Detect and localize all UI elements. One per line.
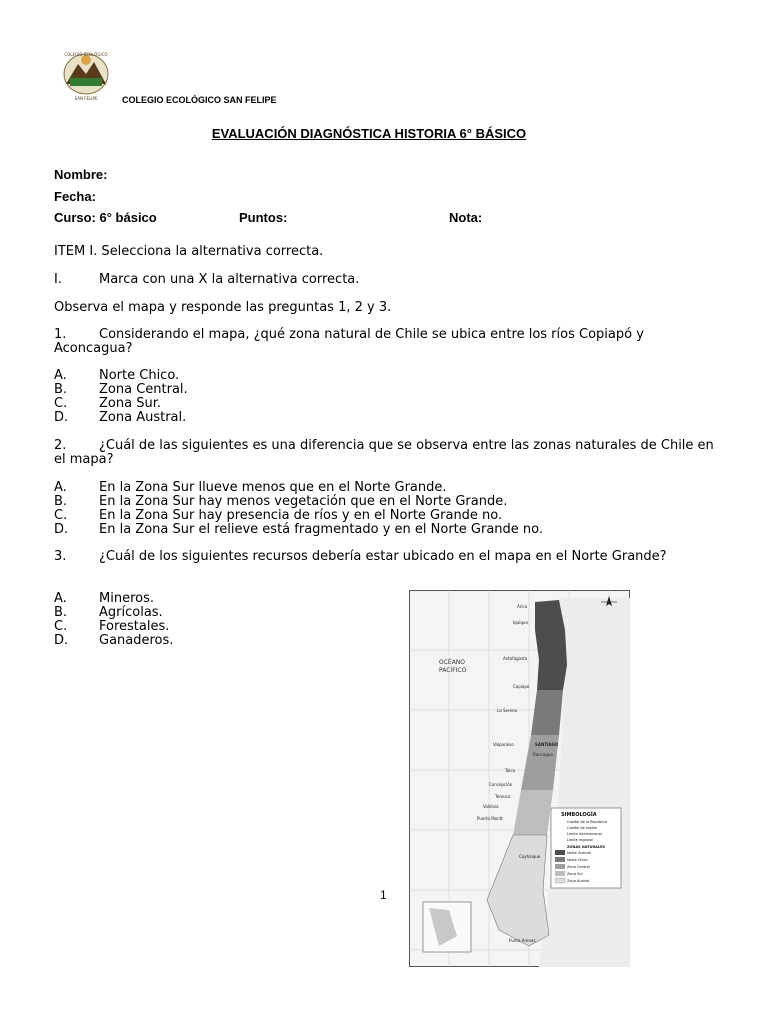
svg-text:SAN FELIPE: SAN FELIPE: [74, 96, 98, 101]
option-key: D.: [54, 633, 69, 648]
answer-option[interactable]: [54, 634, 173, 648]
city-label: Valdivia: [483, 804, 499, 809]
option-text: En la Zona Sur el relieve está fragmentado y en el Norte Grande no.: [99, 522, 544, 537]
option-text: En la Zona Sur llueve menos que en el Norte Grande.: [99, 480, 447, 495]
field-nota: Nota:: [449, 210, 483, 225]
city-label: Iquique: [513, 620, 528, 625]
ocean-label: PACÍFICO: [439, 667, 467, 674]
question-text: ¿Cuál de los siguientes recursos debería estar ubicado en el mapa en el Norte Grande?: [99, 549, 667, 564]
option-key: C.: [54, 508, 68, 523]
city-label: Arica: [517, 604, 528, 609]
option-key: B.: [54, 494, 68, 509]
option-key: A.: [54, 368, 67, 383]
field-nombre: Nombre:: [54, 167, 108, 182]
answer-option[interactable]: [54, 592, 154, 606]
answer-option[interactable]: [54, 509, 502, 523]
question-3: [54, 550, 714, 564]
city-label: Puerto Montt: [477, 816, 503, 821]
option-text: En la Zona Sur hay presencia de ríos y en el Norte Grande no.: [99, 508, 503, 523]
question-1: [54, 328, 714, 356]
legend-symbol: Límite regional: [567, 838, 594, 842]
item-heading: ITEM I. Selecciona la alternativa correcta.: [54, 244, 324, 259]
answer-option[interactable]: [54, 523, 543, 537]
legend-symbol: Límite internacional: [567, 832, 602, 836]
option-text: Agrícolas.: [99, 605, 163, 620]
question-text: ¿Cuál de las siguientes es una diferencia que se observa entre las zonas naturales de Chile en el mapa?: [54, 438, 714, 467]
option-text: Zona Austral.: [99, 410, 187, 425]
legend-symbol: Capital de región: [567, 826, 597, 830]
city-label: Copiapó: [513, 684, 530, 689]
question-2: [54, 439, 714, 467]
legend-symbol: Capital de la República: [567, 820, 608, 824]
city-label: Valparaíso: [493, 742, 514, 747]
section-text: Marca con una X la alternativa correcta.: [99, 272, 360, 287]
page-number: 1: [380, 888, 387, 902]
option-text: Forestales.: [99, 619, 170, 634]
legend-zone: Zona Central: [567, 865, 590, 869]
school-logo: [52, 48, 120, 104]
legend-zone: Zona Austral: [567, 879, 590, 883]
answer-option[interactable]: [54, 383, 188, 397]
city-label: La Serena: [497, 708, 517, 713]
city-label: Antofagasta: [503, 656, 528, 661]
legend-title: SIMBOLOGÍA: [561, 812, 597, 818]
option-text: Ganaderos.: [99, 633, 174, 648]
legend-zone: Norte Grande: [567, 851, 591, 855]
option-text: Mineros.: [99, 591, 154, 606]
chile-natural-zones-map: [409, 590, 630, 967]
answer-option[interactable]: [54, 606, 163, 620]
question-number: 1.: [54, 327, 67, 342]
answer-option[interactable]: [54, 369, 179, 383]
option-text: Zona Sur.: [99, 396, 161, 411]
question-number: 3.: [54, 549, 67, 564]
city-label: Rancagua: [533, 752, 553, 757]
section-number: I.: [54, 272, 62, 287]
option-key: C.: [54, 396, 68, 411]
instructions: Observa el mapa y responde las preguntas 1, 2 y 3.: [54, 300, 392, 315]
option-key: B.: [54, 605, 68, 620]
question-text: Considerando el mapa, ¿qué zona natural de Chile se ubica entre los ríos Copiapó y Aconcagua?: [54, 327, 644, 356]
option-key: C.: [54, 619, 68, 634]
city-label: Punta Arenas: [509, 938, 536, 943]
legend-zone: Zona Sur: [567, 872, 583, 876]
city-label: Talca: [505, 768, 515, 773]
svg-text:COLEGIO ECOLÓGICO: COLEGIO ECOLÓGICO: [64, 52, 108, 57]
field-puntos: Puntos:: [239, 210, 288, 225]
answer-option[interactable]: [54, 495, 507, 509]
option-key: D.: [54, 522, 69, 537]
option-key: A.: [54, 591, 67, 606]
city-label: Coyhaique: [519, 854, 541, 859]
option-text: Zona Central.: [99, 382, 188, 397]
answer-option[interactable]: [54, 620, 169, 634]
option-key: B.: [54, 382, 68, 397]
answer-option[interactable]: [54, 481, 447, 495]
map-legend: [551, 808, 621, 888]
section-heading: [54, 273, 359, 287]
option-key: A.: [54, 480, 67, 495]
option-text: Norte Chico.: [99, 368, 180, 383]
option-key: D.: [54, 410, 69, 425]
city-label: Temuco: [495, 794, 511, 799]
city-label: SANTIAGO: [535, 742, 559, 747]
school-name: COLEGIO ECOLÓGICO SAN FELIPE: [122, 95, 277, 105]
legend-zone: Norte Chico: [567, 858, 588, 862]
field-curso: Curso: 6° básico: [54, 210, 157, 225]
option-text: En la Zona Sur hay menos vegetación que en el Norte Grande.: [99, 494, 508, 509]
legend-zones-title: ZONAS NATURALES: [567, 845, 606, 849]
answer-option[interactable]: [54, 411, 186, 425]
field-fecha: Fecha:: [54, 189, 96, 204]
city-label: Concepción: [489, 782, 513, 787]
page-title: EVALUACIÓN DIAGNÓSTICA HISTORIA 6° BÁSICO: [211, 126, 527, 141]
question-number: 2.: [54, 438, 67, 453]
ocean-label: OCÉANO: [439, 659, 466, 666]
answer-option[interactable]: [54, 397, 161, 411]
